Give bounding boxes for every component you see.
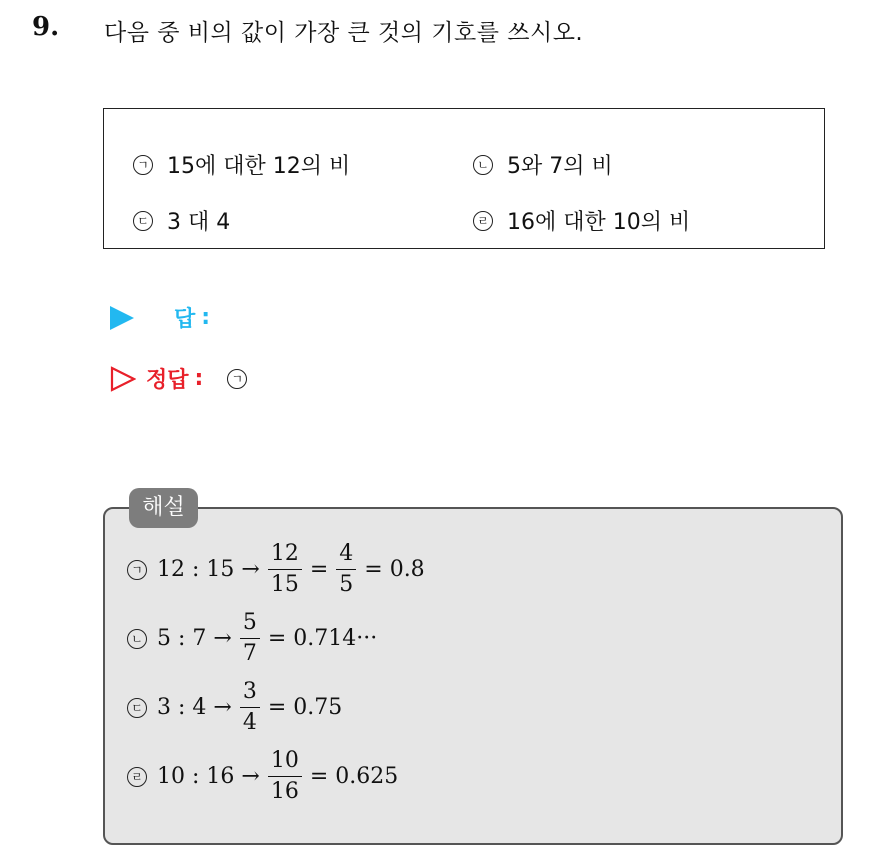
denominator: 15 [268,569,302,596]
choice-text: 5와 7의 비 [507,154,613,179]
denominator: 7 [240,638,260,665]
numerator: 4 [339,541,354,566]
circled-letter-icon: ㄱ [127,560,147,580]
numerator: 12 [270,541,299,566]
ratio-text: 3 : 4 → [157,695,232,720]
ratio-text: 5 : 7 → [157,626,232,651]
answer-label: 답 [174,307,196,332]
denominator: 5 [336,569,356,596]
choice-text: 3 대 4 [167,210,231,235]
fraction [240,612,260,665]
correct-answer-row [110,363,247,394]
circled-letter-icon: ㄷ [133,211,153,231]
explanation-line-2 [127,612,377,665]
correct-answer-colon: : [194,366,204,391]
equals-sign: = [309,557,329,582]
ratio-text: 12 : 15 → [157,557,260,582]
choice-text: 16에 대한 10의 비 [507,210,691,235]
circled-letter-icon: ㄱ [133,155,153,175]
circled-letter-icon: ㄴ [473,155,493,175]
explanation-line-1 [127,543,425,596]
fraction [268,543,302,596]
choice-4 [473,205,690,236]
choice-1 [133,149,350,180]
explanation-line-3 [127,681,342,734]
numerator: 3 [242,679,257,704]
result-text: = 0.75 [267,695,343,720]
numerator: 10 [270,748,299,773]
question-text: 다음 중 비의 값이 가장 큰 것의 기호를 쓰시오. [104,20,584,46]
play-triangle-icon [110,306,134,330]
answer-row [110,302,210,333]
circled-letter-icon: ㄴ [127,629,147,649]
circled-letter-icon: ㄷ [127,698,147,718]
fraction [336,543,356,596]
result-text: = 0.714··· [267,626,378,651]
answer-colon: : [201,305,211,330]
ratio-text: 10 : 16 → [157,764,260,789]
outline-triangle-icon [110,366,136,392]
choice-text: 15에 대한 12의 비 [167,154,351,179]
numerator: 5 [242,610,257,635]
fraction [240,681,260,734]
explanation-tab: 해설 [129,488,198,528]
question-number: 9. [32,12,60,42]
choice-3 [133,205,230,236]
result-text: = 0.8 [364,557,425,582]
fraction [268,750,302,803]
denominator: 16 [268,776,302,803]
choice-2 [473,149,613,180]
result-text: = 0.625 [309,764,399,789]
circled-letter-icon: ㄹ [473,211,493,231]
circled-letter-icon: ㄹ [127,767,147,787]
explanation-line-4 [127,750,398,803]
correct-answer-value: ㄱ [227,369,247,389]
denominator: 4 [240,707,260,734]
correct-answer-label: 정답 [146,368,189,393]
